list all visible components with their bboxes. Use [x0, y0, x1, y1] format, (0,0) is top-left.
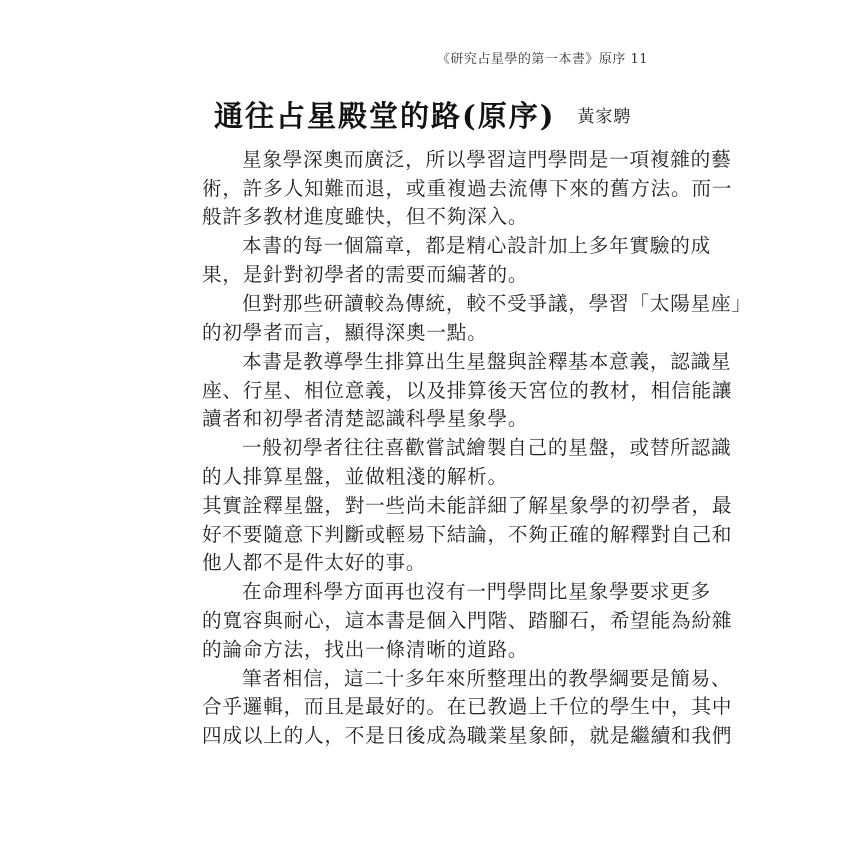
text-line: 好不要隨意下判斷或輕易下結論，不夠正確的解釋對自己和 — [202, 522, 733, 546]
paragraph-3 — [202, 290, 752, 347]
text-line: 的人排算星盤，並做粗淺的解析。 — [202, 464, 508, 488]
text-line: 其實詮釋星盤，對一些尚未能詳細了解星象學的初學者，最 — [202, 494, 733, 518]
text-line: 般許多教材進度雖快，但不夠深入。 — [202, 205, 529, 229]
text-line: 的寬容與耐心，這本書是個入門階、踏腳石，希望能為紛雜 — [202, 609, 733, 633]
title-row — [214, 92, 654, 136]
text-line: 座、行星、相位意義，以及排算後天宮位的教材，相信能讓 — [202, 378, 733, 402]
paragraph-5 — [202, 434, 732, 491]
text-line: 但對那些研讀較為傳統，較不受爭議，學習「太陽星座」 — [242, 292, 752, 316]
text-line: 本書的每一個篇章，都是精心設計加上多年實驗的成 — [242, 234, 712, 258]
text-line: 讀者和初學者清楚認識科學星象學。 — [202, 407, 529, 431]
text-line: 他人都不是件太好的事。 — [202, 551, 427, 575]
paragraph-8 — [202, 665, 733, 751]
paragraph-2 — [202, 232, 712, 289]
text-line: 術，許多人知難而退，或重複過去流傳下來的舊方法。而一 — [202, 176, 733, 200]
running-header: 《研究占星學的第一本書》原序 11 — [436, 52, 648, 67]
text-line: 本書是教導學生排算出生星盤與詮釋基本意義，認識星 — [242, 349, 732, 373]
text-line: 的初學者而言，顯得深奧一點。 — [202, 320, 488, 344]
paragraph-1 — [202, 146, 733, 232]
text-line: 合乎邏輯，而且是最好的。在已教過上千位的學生中，其中 — [202, 695, 733, 719]
text-line: 筆者相信，這二十多年來所整理出的教學綱要是簡易、 — [242, 666, 732, 690]
author-name: 黃家騁 — [577, 106, 632, 127]
text-line: 一般初學者往往喜歡嘗試繪製自己的星盤，或替所認識 — [242, 436, 732, 460]
text-line: 四成以上的人，不是日後成為職業星象師，就是繼續和我們 — [202, 724, 733, 748]
paragraph-6 — [202, 492, 733, 578]
body-text — [202, 146, 752, 751]
paragraph-7 — [202, 578, 733, 664]
text-line: 的論命方法，找出一條清晰的道路。 — [202, 637, 529, 661]
text-line: 星象學深奧而廣泛，所以學習這門學問是一項複雜的藝 — [242, 148, 732, 171]
text-line: 果，是針對初學者的需要而編著的。 — [202, 262, 529, 286]
text-line: 在命理科學方面再也沒有一門學問比星象學要求更多 — [242, 580, 712, 604]
chapter-title: 通往占星殿堂的路(原序) — [214, 98, 556, 133]
paragraph-4 — [202, 348, 733, 434]
